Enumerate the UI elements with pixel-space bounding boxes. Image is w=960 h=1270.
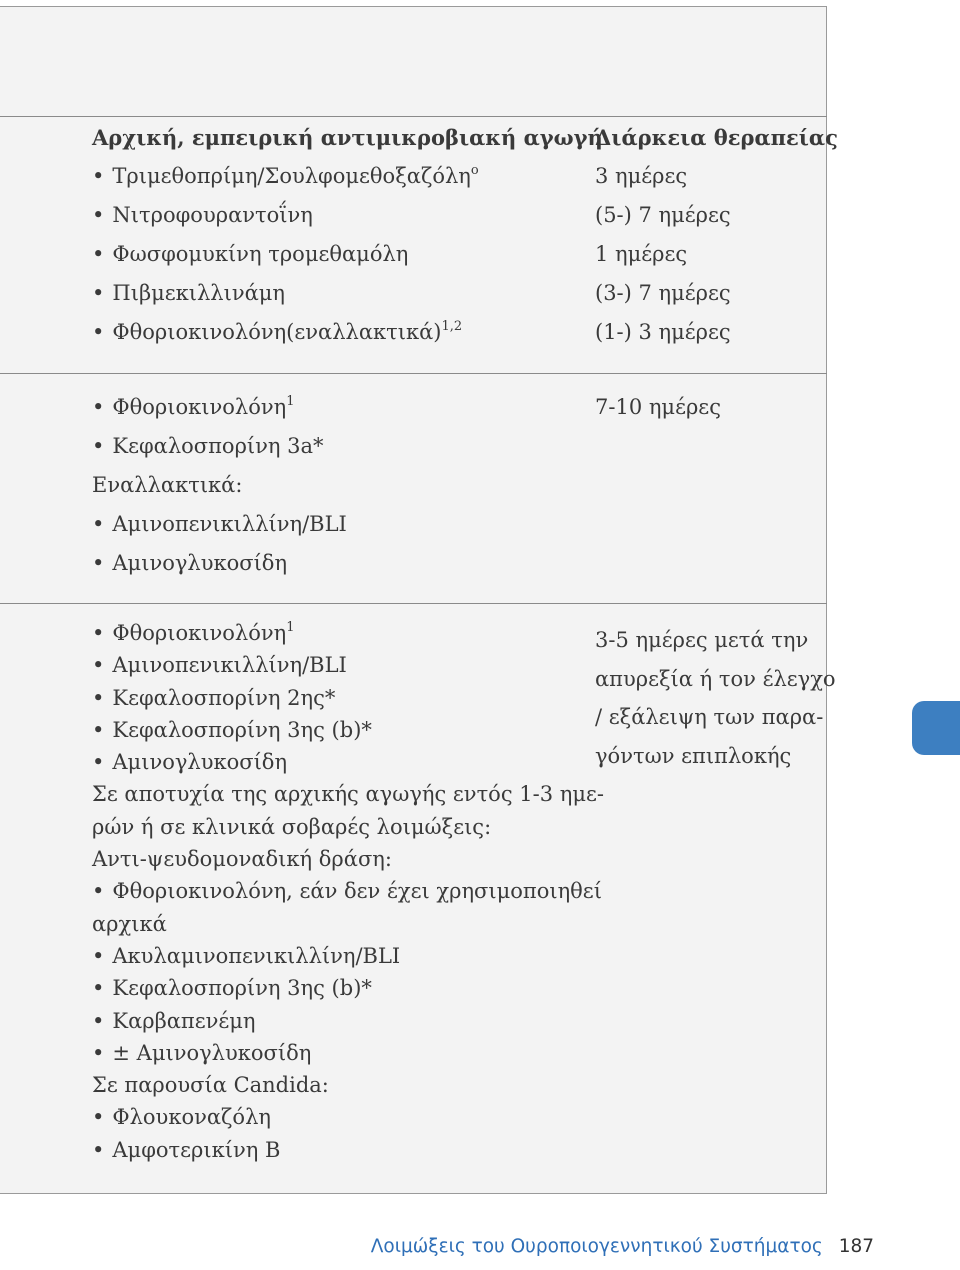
item-text: Αμινοπενικιλλίνη/BLI [112,512,347,536]
drug-item [92,388,572,427]
item-text: Αμινοπενικιλλίνη/BLI [112,653,347,678]
item-text: Αμινογλυκοσίδη [112,750,288,775]
drug-item [92,544,572,583]
footnote-marker: o [470,163,479,178]
drug-item [92,427,572,466]
item-text: Σε παρουσία Candida: [92,1073,329,1098]
drug-item [92,235,572,274]
item-text: Κεφαλοσπορίνη 2ης* [112,685,336,710]
row-divider [0,603,827,604]
section-3-duration [595,621,836,775]
item-text: ρών ή σε κλινικά σοβαρές λοιμώξεις: [92,814,492,839]
duration-item [595,274,825,313]
footer-title: Λοιμώξεις του Ουροποιογεννητικού Συστήματος [370,1236,823,1257]
drug-item [92,274,572,313]
drug-item [92,778,604,810]
item-text: Ακυλαμινοπενικιλλίνη/BLI [112,943,401,968]
duration-item [595,698,825,737]
duration-item [595,235,825,274]
item-text: Τριμεθοπρίμη/Σουλφομεθοξαζόλη [112,164,471,188]
item-text: 3 ημέρες [595,164,688,188]
item-text: Κεφαλοσπορίνη 3a* [112,434,324,458]
item-text: Πιβμεκιλλινάμη [112,281,285,305]
drug-item [92,505,572,544]
chapter-tab-marker [912,701,960,755]
duration-item [595,157,825,196]
item-text: Καρβαπενέμη [112,1008,256,1033]
footnote-marker: 1 [286,620,295,635]
item-text: Αμινογλυκοσίδη [112,551,288,575]
duration-item [595,737,825,776]
drug-item [92,843,572,875]
section-2-duration [595,388,825,427]
item-text: Φθοριοκινολόνη, εάν δεν έχει χρησιμοποιηθεί [112,879,602,904]
item-text: Φθοριοκινολόνη [112,621,287,645]
item-text: Κεφαλοσπορίνη 3ης (b)* [112,976,372,1001]
drug-item [92,972,572,1004]
drug-item [92,466,572,505]
drug-item [92,940,572,972]
duration-item [595,196,825,235]
duration-item [595,621,825,660]
drug-item [92,1101,572,1133]
page-footer [371,1236,874,1257]
item-text: Διάρκεια θεραπείας [595,125,838,150]
drug-item [92,875,602,907]
duration-item [595,388,825,427]
drug-item [92,1037,572,1069]
item-text: Φθοριοκινολόνη(εναλλακτικά) [112,320,442,344]
item-text: αρχικά [92,911,167,936]
drug-item [92,313,572,352]
drug-item [92,811,572,843]
footnote-marker: 1 [286,394,295,409]
section-1-duration [595,118,838,352]
duration-item [595,660,836,699]
item-text: Αμφοτερικίνη Β [112,1137,281,1162]
item-text: Αντι-ψευδομοναδική δράση: [92,847,392,872]
page-number: 187 [838,1236,874,1257]
item-text: ± Αμινογλυκοσίδη [112,1040,312,1065]
row-divider [0,116,827,117]
drug-item [92,682,572,714]
drug-item [92,649,572,681]
drug-item [92,1134,572,1166]
section-3-drugs [92,617,604,1166]
item-text: (1-) 3 ημέρες [595,320,731,344]
drug-item [92,157,572,196]
item-text: γόντων επιπλοκής [595,743,792,768]
column-header [595,118,838,157]
item-text: Νιτροφουραντοΐνη [112,203,313,227]
row-divider [0,373,827,374]
item-text: Φωσφομυκίνη τρομεθαμόλη [112,242,409,266]
item-text: 1 ημέρες [595,242,688,266]
item-text: Εναλλακτικά: [92,473,243,497]
item-text: Σε αποτυχία της αρχικής αγωγής εντός 1-3 ημε- [92,782,604,807]
drug-item [92,746,572,778]
item-text: Κεφαλοσπορίνη 3ης (b)* [112,717,372,742]
column-header [92,118,603,157]
item-text: (5-) 7 ημέρες [595,203,731,227]
drug-item [92,196,572,235]
item-text: Αρχική, εμπειρική αντιμικροβιακή αγωγή [92,125,603,150]
drug-item [92,617,572,649]
drug-item [92,1005,572,1037]
section-1-drugs [92,118,603,352]
item-text: 7-10 ημέρες [595,395,721,419]
item-text: Φλουκοναζόλη [112,1105,271,1130]
drug-item [92,714,572,746]
drug-item [92,1069,572,1101]
drug-item [92,908,572,940]
item-text: Φθοριοκινολόνη [112,395,287,419]
duration-item [595,313,825,352]
item-text: απυρεξία ή τον έλεγχο [595,666,836,691]
item-text: (3-) 7 ημέρες [595,281,731,305]
footnote-marker: 1,2 [441,319,463,334]
item-text: / εξάλειψη των παρα- [595,705,824,729]
section-2-drugs [92,388,572,583]
item-text: 3-5 ημέρες μετά την [595,628,809,652]
